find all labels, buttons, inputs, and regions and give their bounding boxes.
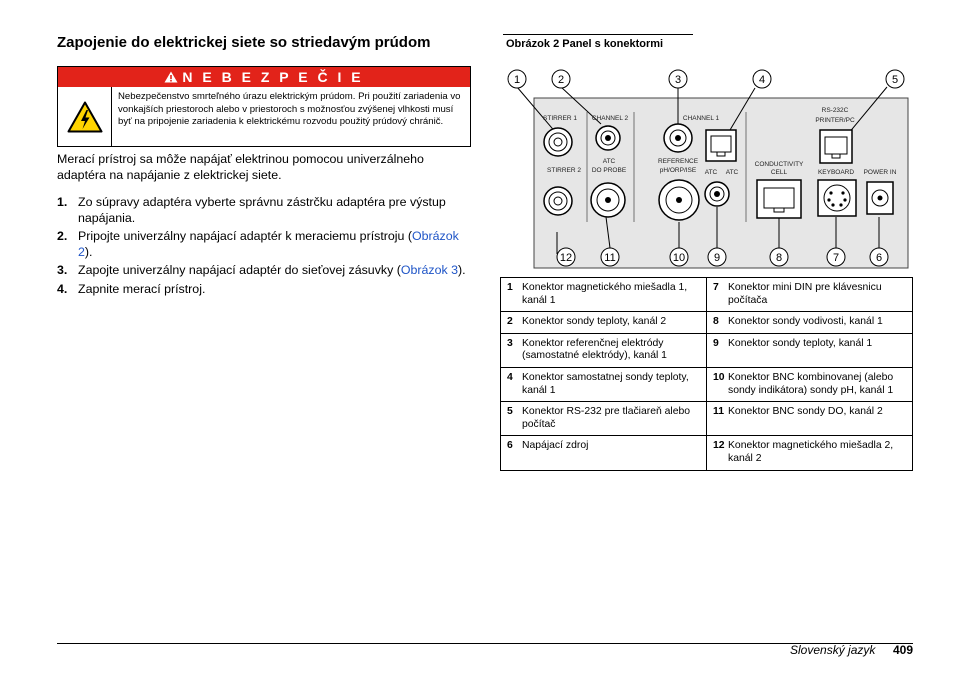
legend-text: Konektor sondy teploty, kanál 1 xyxy=(728,337,873,349)
legend-text: Konektor mini DIN pre klávesnicu počítača xyxy=(728,282,882,306)
bnc-do-connector xyxy=(591,183,625,217)
legend-num: 12 xyxy=(713,440,725,452)
legend-num: 10 xyxy=(713,371,725,383)
legend-cell xyxy=(707,312,913,334)
step-text-part: Zapojte univerzálny napájací adaptér do sieťovej zásuvky ( xyxy=(78,263,401,277)
callout-label: 5 xyxy=(891,74,899,86)
legend-num: 6 xyxy=(507,440,513,452)
rs232-label: RS-232C xyxy=(821,107,849,114)
channel1-label: CHANNEL 1 xyxy=(682,115,720,122)
rs232-connector xyxy=(820,130,852,163)
step-text-part: ). xyxy=(458,263,466,277)
legend-text: Konektor referenčnej elektródy (samostatné elektródy), kanál 1 xyxy=(522,337,667,362)
list-item xyxy=(57,229,469,260)
keyboard-connector xyxy=(818,180,856,216)
callout-label: 9 xyxy=(713,252,721,264)
cell-label: CELL xyxy=(770,169,788,176)
legend-num: 9 xyxy=(713,337,719,349)
electrical-hazard-icon xyxy=(58,87,112,147)
legend-cell xyxy=(707,402,913,436)
legend-num: 11 xyxy=(713,406,724,418)
legend-cell xyxy=(501,312,707,334)
figure-rule xyxy=(503,34,693,35)
footer-rule xyxy=(57,643,913,644)
channel2-label: CHANNEL 2 xyxy=(591,115,629,122)
legend-text: Konektor samostatnej sondy teploty, kanál 1 xyxy=(522,371,689,396)
legend-cell xyxy=(501,278,707,312)
steps-list xyxy=(57,195,469,300)
legend-num: 2 xyxy=(507,316,513,328)
step-text xyxy=(78,229,469,260)
step-number: 1. xyxy=(57,195,68,209)
danger-text: Nebezpečenstvo smrteľného úrazu elektrickým prúdom. Pri použití zariadenia vo vonkajších priestoroch alebo v priestoroch s možnosťou zvýšenej vlhkosti musí byť na pripojenie zariadenia k elektrickému rozvodu použitý prúdový chránič. xyxy=(118,91,461,127)
bnc-ph-connector xyxy=(659,180,699,220)
step-text: Zo súpravy adaptéra vyberte správnu zástrčku adaptéra pre výstup napájania. xyxy=(78,195,446,225)
table-row xyxy=(501,312,913,334)
stirrer2-label: STIRRER 2 xyxy=(547,167,581,174)
power-in-label: POWER IN xyxy=(863,169,897,176)
power-connector xyxy=(867,182,893,214)
connector-panel-figure xyxy=(500,62,914,274)
step-text xyxy=(78,263,466,279)
legend-cell xyxy=(501,333,707,367)
conductivity-label: CONDUCTIVITY xyxy=(754,161,804,168)
legend-text: Konektor magnetického miešadla 2, kanál 2 xyxy=(728,440,894,464)
legend-table xyxy=(500,277,913,471)
list-item xyxy=(57,282,469,298)
legend-text: Konektor BNC kombinovanej (alebo sondy indikátora) sondy pH, kanál 1 xyxy=(728,371,894,396)
table-row xyxy=(501,367,913,401)
callout-label: 7 xyxy=(832,252,840,264)
reference-connector xyxy=(664,124,692,152)
page-number: 409 xyxy=(893,643,914,657)
legend-cell xyxy=(501,436,707,470)
legend-num: 8 xyxy=(713,316,719,328)
legend-num: 7 xyxy=(713,282,719,293)
table-row xyxy=(501,333,913,367)
ph-orp-ise-label: pH/ORP/ISE xyxy=(659,167,697,174)
legend-text: Konektor sondy vodivosti, kanál 1 xyxy=(728,316,883,328)
bottom-callouts xyxy=(557,248,888,266)
legend-cell xyxy=(501,367,707,401)
atc-do-label: ATC xyxy=(602,158,616,165)
figure-caption: Obrázok 2 Panel s konektormi xyxy=(506,38,664,50)
callout-label: 12 xyxy=(559,252,573,264)
step-number: 4. xyxy=(57,281,68,296)
callout-label: 3 xyxy=(674,74,682,86)
legend-text: Konektor sondy teploty, kanál 2 xyxy=(522,316,667,328)
callout-label: 1 xyxy=(513,74,521,86)
stirrer2-connector xyxy=(544,187,572,215)
conductivity-connector xyxy=(757,180,801,218)
danger-heading: N E B E Z P E Č I E xyxy=(182,69,364,85)
channel2-temp-connector xyxy=(596,126,620,150)
legend-num: 4 xyxy=(507,371,513,383)
list-item xyxy=(57,263,469,279)
atc-a-label: ATC xyxy=(704,169,718,176)
danger-box xyxy=(57,66,471,147)
legend-cell xyxy=(707,367,913,401)
stirrer1-label: STIRRER 1 xyxy=(543,115,577,122)
atc-connector xyxy=(705,182,729,206)
do-probe-label: DO PROBE xyxy=(591,167,627,174)
list-item xyxy=(57,195,469,226)
callout-label: 6 xyxy=(875,252,883,264)
step-text-part: ). xyxy=(84,244,93,259)
channel1-jack-connector xyxy=(706,130,736,161)
legend-cell xyxy=(707,333,913,367)
callout-label: 8 xyxy=(775,252,783,264)
callout-label: 4 xyxy=(758,74,766,86)
legend-text: Napájací zdroj xyxy=(522,440,589,452)
legend-text: Konektor magnetického miešadla 1, kanál 1 xyxy=(522,282,688,306)
step-text: Zapnite merací prístroj. xyxy=(78,281,206,296)
figure-3-link[interactable]: Obrázok 3 xyxy=(400,263,459,277)
step-number: 3. xyxy=(57,263,68,277)
footer-language: Slovenský jazyk xyxy=(790,643,876,657)
intro-paragraph: Merací prístroj sa môže napájať elektrinou pomocou univerzálneho adaptéra na napájanie z elektrickej siete. xyxy=(57,152,424,182)
table-row xyxy=(501,402,913,436)
table-row xyxy=(501,278,913,312)
reference-label: REFERENCE xyxy=(657,158,699,165)
stirrer1-connector xyxy=(544,128,572,156)
legend-num: 1 xyxy=(507,282,513,293)
section-title: Zapojenie do elektrickej siete so striedavým prúdom xyxy=(57,34,431,51)
legend-text: Konektor RS-232 pre tlačiareň alebo počítač xyxy=(522,406,691,430)
danger-header xyxy=(58,67,470,87)
legend-num: 3 xyxy=(507,337,513,349)
warning-triangle-icon xyxy=(164,71,178,83)
printer-pc-label: PRINTER/PC xyxy=(815,117,855,124)
callout-label: 10 xyxy=(672,252,686,264)
callout-label: 11 xyxy=(604,252,616,264)
step-text-part: Pripojte univerzálny napájací adaptér k meraciemu prístroju ( xyxy=(78,229,413,243)
legend-cell xyxy=(501,402,707,436)
legend-text: Konektor BNC sondy DO, kanál 2 xyxy=(728,406,883,418)
legend-num: 5 xyxy=(507,406,513,418)
atc-b-label: ATC xyxy=(725,169,739,176)
legend-cell xyxy=(707,278,913,312)
figure-2-link[interactable]: Obrázok 2 xyxy=(78,229,459,259)
top-callouts xyxy=(508,70,904,88)
step-number: 2. xyxy=(57,229,68,243)
keyboard-label: KEYBOARD xyxy=(817,169,855,176)
table-row xyxy=(501,436,913,470)
callout-label: 2 xyxy=(557,74,565,86)
legend-cell xyxy=(707,436,913,470)
